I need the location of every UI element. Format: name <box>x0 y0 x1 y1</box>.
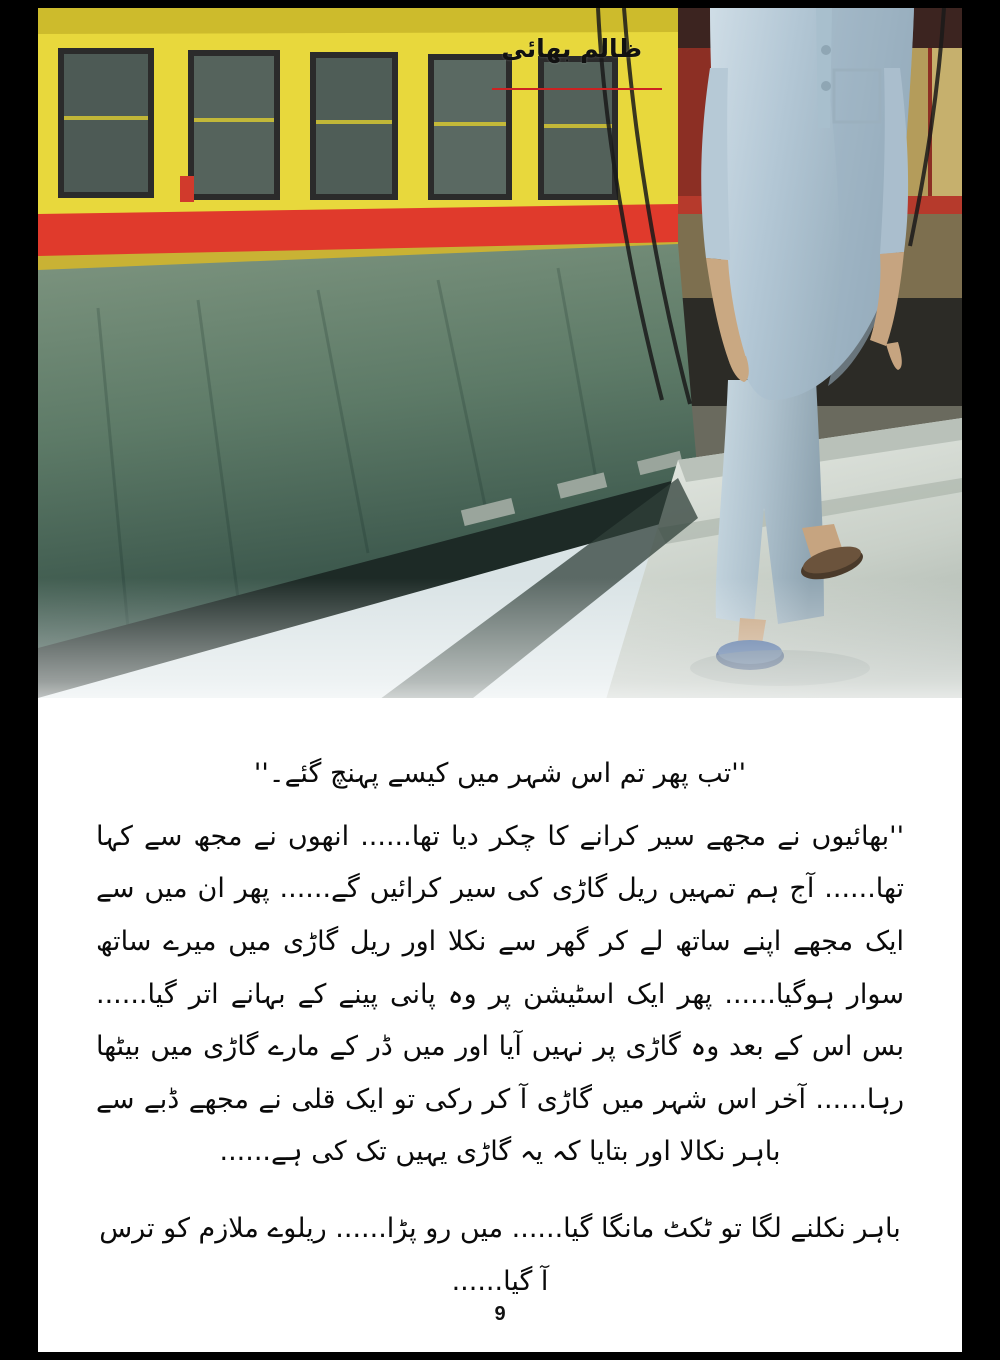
illustration-title: ظالم بھائی <box>501 34 642 63</box>
story-text-block <box>38 726 962 1324</box>
title-underline <box>492 88 662 90</box>
paragraph-3: باہر نکلنے لگا تو ٹکٹ مانگا گیا...... میں رو پڑا...... ریلوے ملازم کو ترس آ گیا...... <box>99 1213 901 1297</box>
paragraph-1: ''تب پھر تم اس شہر میں کیسے پہنچ گئے۔'' <box>253 758 747 789</box>
illustration-photo <box>38 8 962 726</box>
book-page <box>38 8 962 1352</box>
train-platform-scene <box>38 8 962 726</box>
page-number: 9 <box>494 1303 506 1325</box>
paragraph-2: ''بھائیوں نے مجھے سیر کرانے کا چکر دیا تھا...... انھوں نے مجھ سے کہا تھا...... آج ہم تمہیں ریل گاڑی کی سیر کرائیں گے...... پھر ان میں سے ایک مجھے اپنے ساتھ لے کر گھر سے نکلا اور ریل گاڑی میں میرے ساتھ سوار ہوگیا...... پھر ایک اسٹیشن پر وہ پانی پینے کے بہانے اتر گیا...... بس اس کے بعد وہ گاڑی پر نہیں آیا اور میں ڈر کے مارے گاڑی میں بیٹھا رہا...... آخر اس شہر میں گاڑی آ کر رکی تو ایک قلی نے مجھے ڈبے سے باہر نکالا اور بتایا کہ یہ گاڑی یہیں تک کی ہے...... <box>96 820 904 1168</box>
